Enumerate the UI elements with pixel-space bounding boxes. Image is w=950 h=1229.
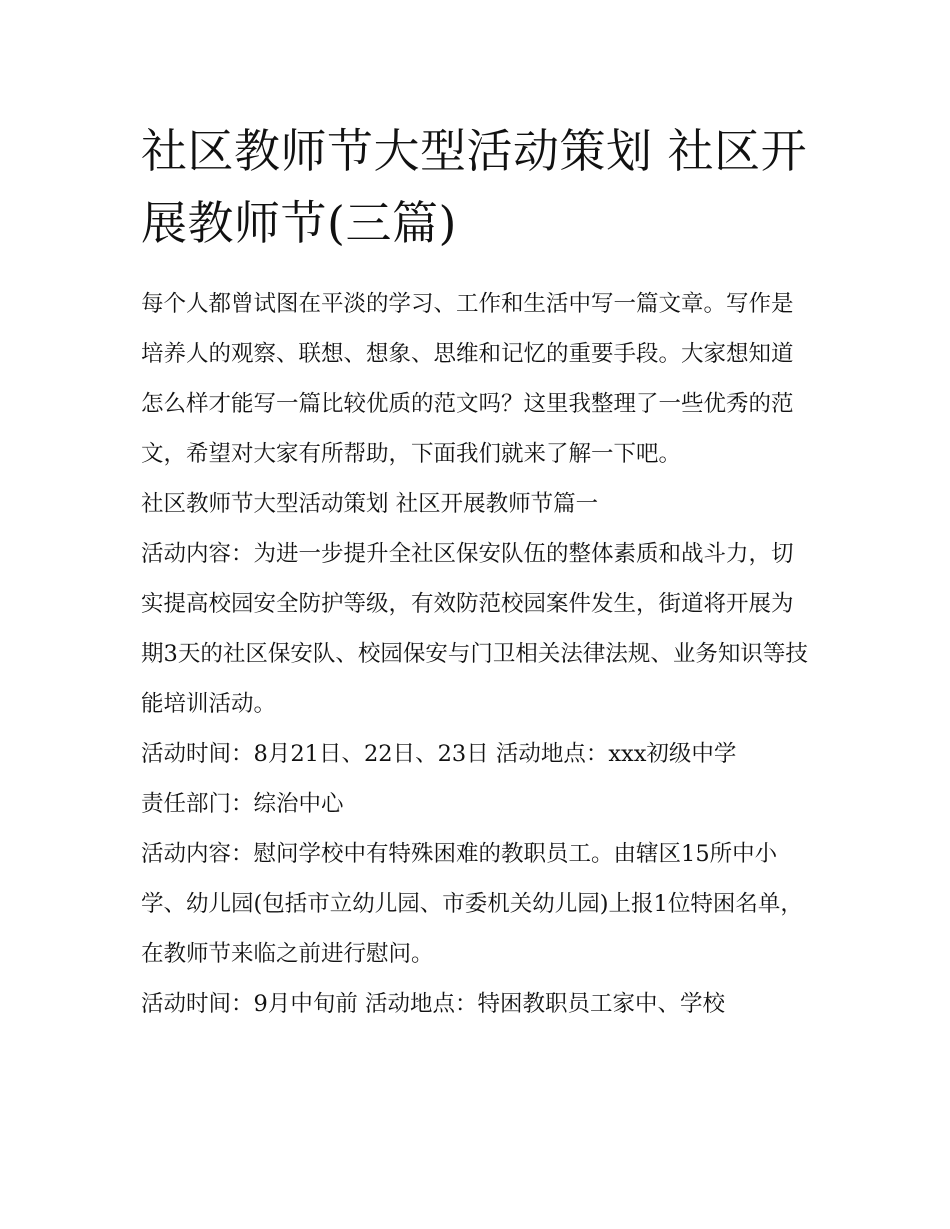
intro-paragraph: 每个人都曾试图在平淡的学习、工作和生活中写一篇文章。写作是培养人的观察、联想、想象、思维和记忆的重要手段。大家想知道怎么样才能写一篇比较优质的范文吗？这里我整理了一些优秀的范文，希望对大家有所帮助，下面我们就来了解一下吧。 bbox=[141, 291, 794, 467]
section-heading: 社区教师节大型活动策划 社区开展教师节篇一 bbox=[141, 491, 599, 517]
responsible-department: 责任部门：综治中心 bbox=[141, 791, 344, 817]
activity-content-paragraph: 活动内容：慰问学校中有特殊困难的教职员工。由辖区15所中小学、幼儿园(包括市立幼儿园、市委机关幼儿园)上报1位特困名单，在教师节来临之前进行慰问。 bbox=[141, 841, 803, 967]
activity-time-location: 活动时间：8月21日、22日、23日 活动地点：xxx初级中学 bbox=[141, 741, 737, 767]
activity-time-location: 活动时间：9月中旬前 活动地点：特困教职员工家中、学校 bbox=[141, 991, 725, 1017]
document-body bbox=[141, 115, 813, 1029]
activity-content-paragraph: 活动内容：为进一步提升全社区保安队伍的整体素质和战斗力，切实提高校园安全防护等级，有效防范校园案件发生，街道将开展为期3天的社区保安队、校园保安与门卫相关法律法规、业务知识等技能培训活动。 bbox=[141, 541, 808, 717]
document-title: 社区教师节大型活动策划 社区开展教师节(三篇) bbox=[141, 124, 808, 250]
